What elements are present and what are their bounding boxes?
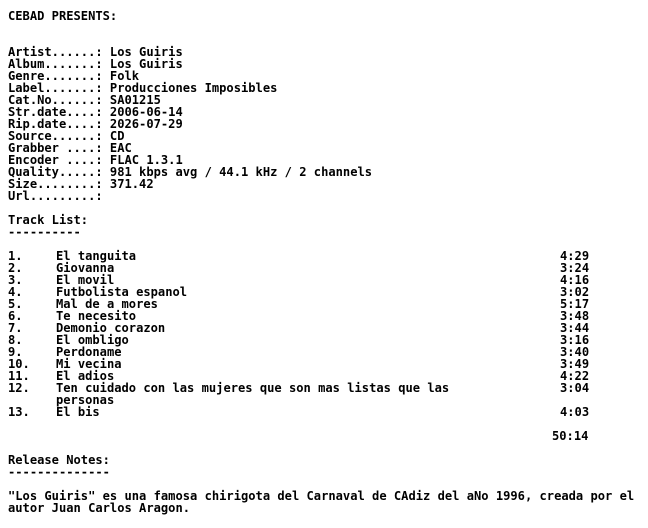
track-number: 4. — [8, 285, 23, 299]
spacer — [8, 202, 644, 214]
track-number: 6. — [8, 309, 23, 323]
track-row — [8, 406, 644, 418]
total-duration: 50:14 — [552, 429, 589, 443]
track-row-continuation — [8, 394, 644, 406]
info-key: Size........: — [8, 177, 103, 191]
info-key: Str.date....: — [8, 105, 103, 119]
track-title: Perdoname — [56, 345, 122, 359]
track-duration: 3:24 — [560, 261, 590, 275]
info-key: Genre.......: — [8, 69, 103, 83]
info-value: Los Guiris — [102, 57, 183, 71]
track-title: El bis — [56, 405, 100, 419]
track-number: 10. — [8, 357, 30, 371]
nfo-document — [8, 10, 644, 514]
info-value: EAC — [102, 141, 132, 155]
track-duration: 3:48 — [560, 309, 590, 323]
track-title: El adios — [56, 369, 115, 383]
track-number: 12. — [8, 381, 30, 395]
release-notes-text: "Los Guiris" es una famosa chirigota del Carnaval de CAdiz del aNo 1996, creada por el autor Juan Carlos Aragon. — [8, 489, 635, 515]
track-number: 7. — [8, 321, 23, 335]
info-key: Grabber ....: — [8, 141, 103, 155]
track-duration: 3:49 — [560, 357, 590, 371]
track-duration: 3:44 — [560, 321, 590, 335]
track-duration: 3:16 — [560, 333, 590, 347]
spacer — [8, 22, 644, 34]
track-title-continuation: personas — [56, 393, 115, 407]
info-row-size — [8, 178, 644, 190]
info-value: Los Guiris — [102, 45, 183, 59]
track-title: Giovanna — [56, 261, 115, 275]
track-number: 3. — [8, 273, 23, 287]
track-duration: 4:22 — [560, 369, 590, 383]
track-title: Mal de a mores — [56, 297, 158, 311]
track-number: 2. — [8, 261, 23, 275]
tracklist-heading: Track List: — [8, 213, 89, 227]
info-value: 2026-07-29 — [102, 117, 183, 131]
info-value: FLAC 1.3.1 — [102, 153, 183, 167]
info-row-url — [8, 190, 644, 202]
track-title: Ten cuidado con las mujeres que son mas listas que las — [56, 381, 450, 395]
info-block — [8, 46, 644, 202]
total-duration-row — [8, 430, 644, 442]
info-key: Cat.No......: — [8, 93, 103, 107]
info-value: SA01215 — [102, 93, 161, 107]
track-duration: 3:40 — [560, 345, 590, 359]
spacer — [8, 418, 644, 430]
track-number: 9. — [8, 345, 23, 359]
info-key: Label.......: — [8, 81, 103, 95]
track-duration: 3:04 — [560, 381, 590, 395]
track-number: 1. — [8, 249, 23, 263]
track-title: Futbolista espanol — [56, 285, 188, 299]
release-notes-heading: Release Notes: — [8, 453, 110, 467]
track-number: 11. — [8, 369, 30, 383]
track-title: Te necesito — [56, 309, 137, 323]
track-title: Demonio corazon — [56, 321, 166, 335]
track-duration: 5:17 — [560, 297, 590, 311]
track-number: 13. — [8, 405, 30, 419]
track-duration: 4:29 — [560, 249, 590, 263]
info-key: Encoder ....: — [8, 153, 103, 167]
presents-title: CEBAD PRESENTS: — [8, 9, 118, 23]
info-key: Url.........: — [8, 189, 103, 203]
track-duration: 4:03 — [560, 405, 590, 419]
track-title: El ombligo — [56, 333, 129, 347]
info-key: Source......: — [8, 129, 103, 143]
track-duration: 3:02 — [560, 285, 590, 299]
info-value: 981 kbps avg / 44.1 kHz / 2 channels — [102, 165, 373, 179]
track-duration: 4:16 — [560, 273, 590, 287]
info-value: Producciones Imposibles — [102, 81, 278, 95]
track-title: Mi vecina — [56, 357, 122, 371]
track-number: 8. — [8, 333, 23, 347]
info-value: Folk — [102, 69, 140, 83]
track-title: El tanguita — [56, 249, 137, 263]
info-value: CD — [102, 129, 125, 143]
info-value: 2006-06-14 — [102, 105, 183, 119]
info-key: Quality.....: — [8, 165, 103, 179]
info-key: Rip.date....: — [8, 117, 103, 131]
info-value: 371.42 — [102, 177, 154, 191]
track-list — [8, 250, 644, 418]
info-key: Album.......: — [8, 57, 103, 71]
track-number: 5. — [8, 297, 23, 311]
info-key: Artist......: — [8, 45, 103, 59]
track-title: El movil — [56, 273, 115, 287]
release-notes-underline: -------------- — [8, 465, 110, 479]
tracklist-underline: ---------- — [8, 225, 81, 239]
